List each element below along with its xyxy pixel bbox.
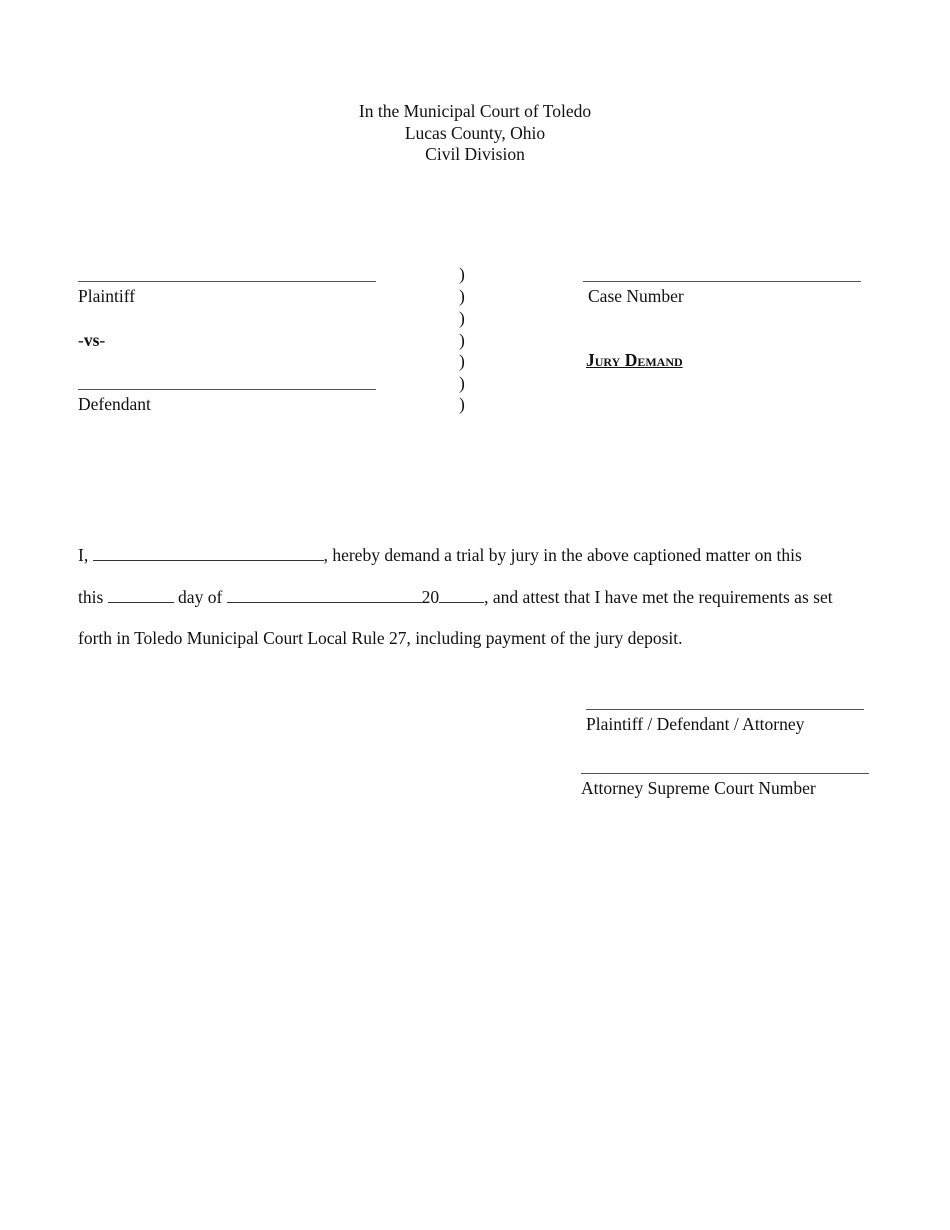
defendant-label: Defendant — [78, 394, 151, 414]
court-name: In the Municipal Court of Toledo — [358, 101, 592, 121]
attorney-number-line[interactable] — [581, 773, 869, 774]
division-name: Civil Division — [425, 144, 525, 164]
caption-paren: ) — [459, 308, 465, 328]
case-number-line[interactable] — [583, 281, 861, 282]
attorney-number-label: Attorney Supreme Court Number — [581, 778, 816, 798]
plaintiff-label: Plaintiff — [78, 286, 136, 306]
caption-paren: ) — [459, 330, 465, 350]
demand-line-2 — [78, 587, 833, 607]
caption-paren: ) — [459, 286, 465, 306]
caption-paren: ) — [459, 394, 465, 414]
versus-text: vs — [83, 330, 100, 350]
day-blank[interactable] — [108, 587, 174, 603]
year-blank[interactable] — [439, 587, 484, 603]
versus-dash-left: - — [78, 330, 84, 350]
county-name: Lucas County, Ohio — [404, 122, 546, 143]
court-header — [0, 101, 950, 166]
case-number-label: Case Number — [588, 286, 684, 306]
caption-paren: ) — [459, 351, 465, 371]
signature-line[interactable] — [586, 709, 864, 710]
caption-paren: ) — [459, 264, 465, 284]
demand-text: day of — [178, 587, 223, 607]
demand-text: I, — [78, 545, 89, 565]
demand-line-3: forth in Toledo Municipal Court Local Rule 27, including payment of the jury deposit. — [78, 628, 683, 648]
signer-label: Plaintiff / Defendant / Attorney — [586, 714, 805, 734]
versus-label — [78, 332, 105, 350]
month-blank[interactable] — [227, 587, 422, 603]
demandant-name-blank[interactable] — [93, 545, 324, 561]
demand-text: this — [78, 587, 104, 607]
document-title: Jury Demand — [586, 350, 683, 370]
demand-text: , and attest that I have met the requirements as set — [484, 587, 833, 607]
year-prefix: 20 — [421, 587, 440, 607]
versus-dash-right: - — [99, 330, 106, 350]
demand-text: , hereby demand a trial by jury in the above captioned matter on this — [323, 545, 802, 565]
plaintiff-name-line[interactable] — [78, 281, 376, 282]
defendant-name-line[interactable] — [78, 389, 376, 390]
caption-paren: ) — [459, 373, 465, 393]
demand-line-1 — [78, 545, 802, 565]
